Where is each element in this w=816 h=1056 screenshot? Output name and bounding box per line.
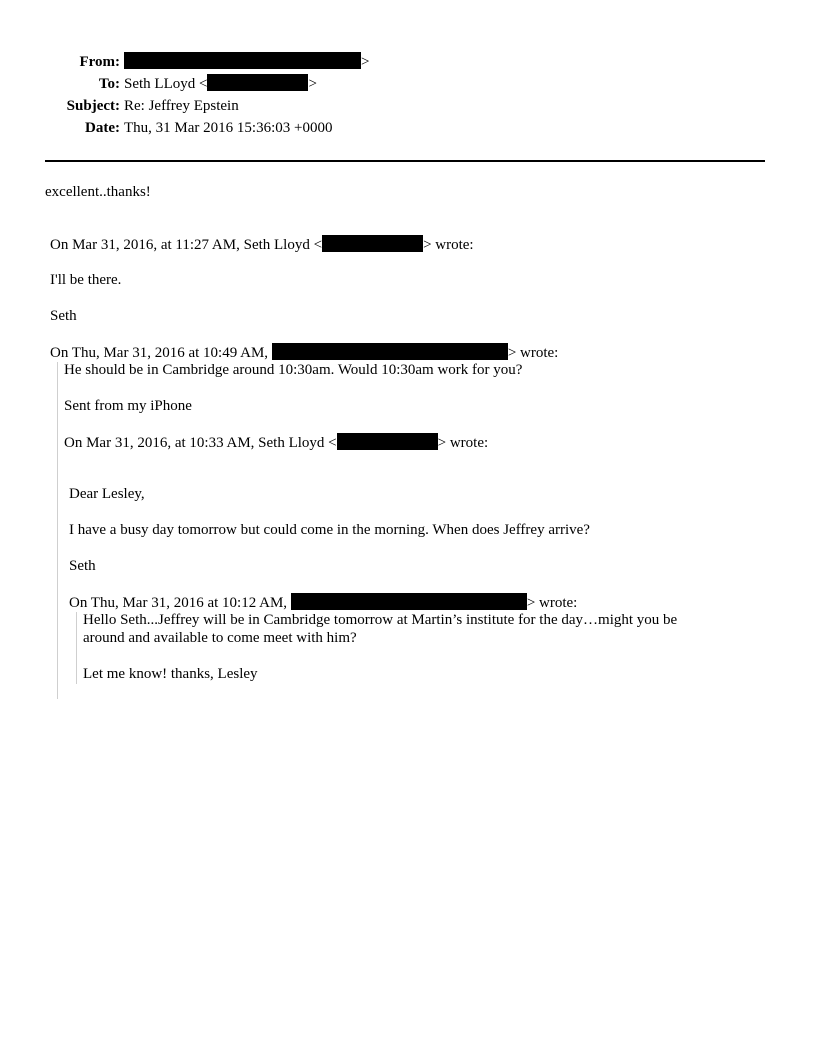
quote3-attribution-pre: On Mar 31, 2016, at 10:33 AM, Seth Lloyd < <box>64 435 337 451</box>
quote1-attribution-post: > wrote: <box>423 237 474 253</box>
quote4-line: Let me know! thanks, Lesley <box>83 666 258 682</box>
header-to-row <box>0 74 816 94</box>
redaction-bar <box>337 433 438 450</box>
quote3-attribution-post: > wrote: <box>437 435 489 451</box>
header-from-row <box>0 52 816 72</box>
quote3-line: I have a busy day tomorrow but could come in the morning. When does Jeffrey arrive? <box>69 522 590 538</box>
subject-value: Re: Jeffrey Epstein <box>124 98 239 114</box>
redaction-bar <box>291 593 527 610</box>
quote4-bar <box>76 612 77 684</box>
quote2-attribution <box>50 343 558 362</box>
quote1-attribution <box>50 235 474 254</box>
quote3-attribution <box>64 433 488 452</box>
quote1-line: I'll be there. <box>50 272 122 288</box>
quote1-signature: Seth <box>50 308 77 324</box>
redaction-bar <box>272 343 508 360</box>
header-date-row <box>0 118 816 138</box>
quote2-attribution-post: > wrote: <box>507 345 559 361</box>
header-divider <box>45 160 765 162</box>
redaction-bar <box>124 52 361 69</box>
date-label: Date: <box>85 120 120 136</box>
quote4-line: around and available to come meet with him? <box>83 630 357 646</box>
reply-text: excellent..thanks! <box>45 184 151 200</box>
quote1-attribution-pre: On Mar 31, 2016, at 11:27 AM, Seth Lloyd < <box>50 237 323 253</box>
quote3-signature: Seth <box>69 558 96 574</box>
subject-label: Subject: <box>66 98 120 114</box>
redaction-bar <box>207 74 308 91</box>
quote4-attribution-pre: On Thu, Mar 31, 2016 at 10:12 AM, <box>69 595 288 611</box>
quote2-bar <box>57 362 58 699</box>
quote2-attribution-pre: On Thu, Mar 31, 2016 at 10:49 AM, <box>50 345 269 361</box>
quote3-greeting: Dear Lesley, <box>69 486 145 502</box>
date-value: Thu, 31 Mar 2016 15:36:03 +0000 <box>124 120 333 136</box>
quote2-line: Sent from my iPhone <box>64 398 192 414</box>
to-suffix: > <box>308 76 317 92</box>
quote4-attribution <box>69 593 577 612</box>
from-label: From: <box>79 54 120 70</box>
quote4-line: Hello Seth...Jeffrey will be in Cambridge tomorrow at Martin’s institute for the day…might you be <box>83 612 678 628</box>
from-value <box>124 52 369 72</box>
header-subject-row <box>0 96 816 116</box>
from-suffix: > <box>361 54 370 70</box>
to-value <box>124 74 317 94</box>
quote2-line: He should be in Cambridge around 10:30am. Would 10:30am work for you? <box>64 362 523 378</box>
to-label: To: <box>98 76 120 92</box>
redaction-bar <box>322 235 423 252</box>
quote4-attribution-post: > wrote: <box>526 595 578 611</box>
to-name: Seth LLoyd < <box>124 76 208 92</box>
